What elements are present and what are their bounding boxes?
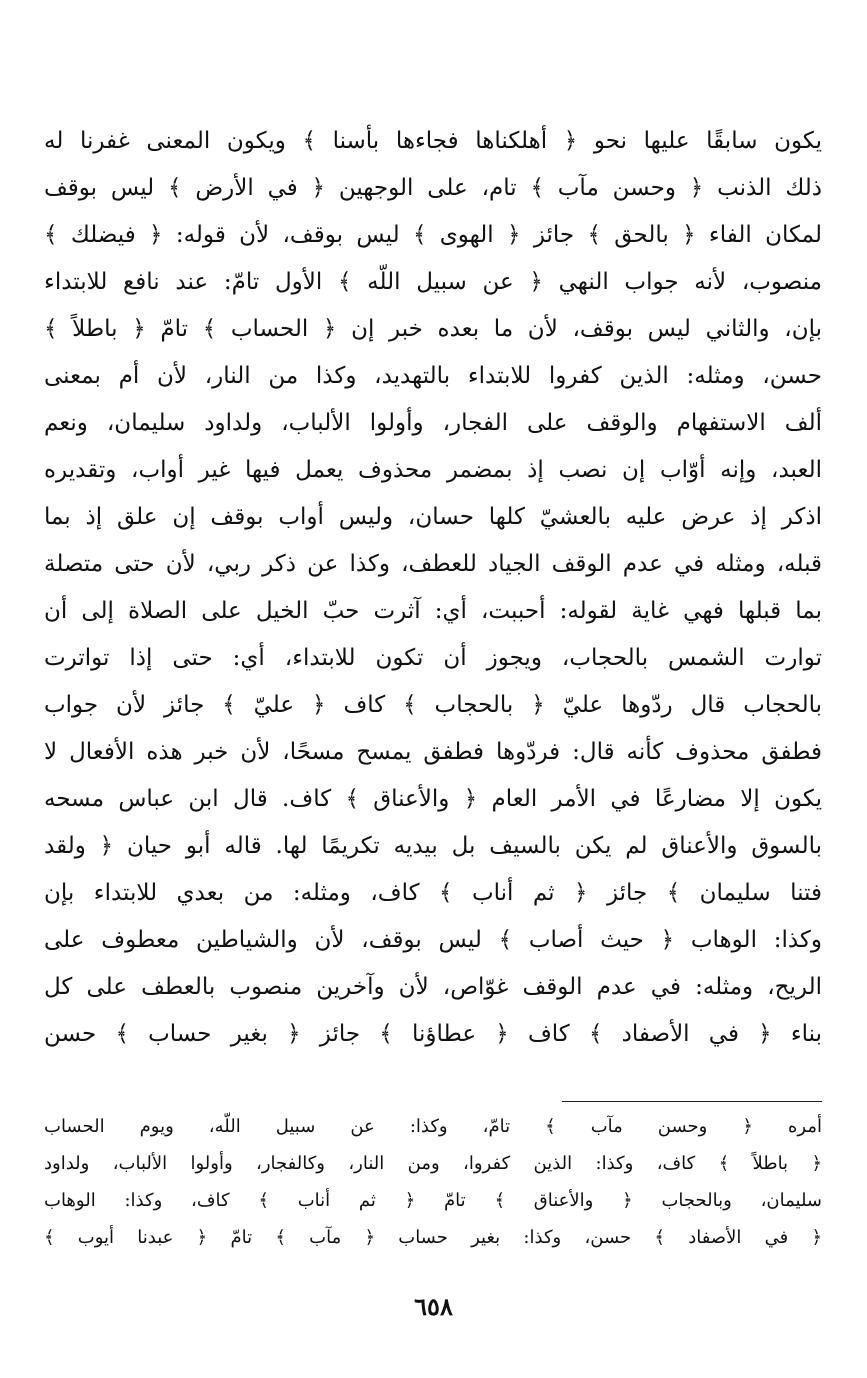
main-text-line: لمكان الفاء ﴿ بالحق ﴾ جائز ﴿ الهوى ﴾ ليس بوقف، لأن قوله: ﴿ فيضلك ﴾ [44,222,822,248]
main-text-line: بإن، والثاني ليس بوقف، لأن ما بعده خبر إن ﴿ الحساب ﴾ تامّ ﴿ باطلاً ﴾ [44,316,822,342]
footnote-line: أمره ﴿ وحسن مآب ﴾ تامّ، وكذا: عن سبيل اللّه، ويوم الحساب [44,1116,822,1137]
footnote-separator [562,1101,822,1102]
main-text-line: الريح، ومثله: في عدم الوقف غوّاص، لأن وآخرين منصوب بالعطف على كل [44,974,822,1000]
footnote-line: ﴿ في الأصفاد ﴾ حسن، وكذا: بغير حساب ﴿ مآب ﴾ تامّ ﴿ عبدنا أيوب ﴾ [44,1227,822,1248]
page-number: ٦٥٨ [414,1292,453,1321]
main-text-block [44,118,822,1058]
main-text-line: العبد، وإنه أوّاب إن نصب إذ بمضمر محذوف يعمل فيها غير أواب، وتقديره [44,457,822,483]
main-text-line: اذكر إذ عرض عليه بالعشيّ كلها حسان، وليس أواب بوقف إن علق إذ بما [44,504,822,530]
main-text-line: بما قبلها فهي غاية لقوله: أحببت، أي: آثرت حبّ الخيل على الصلاة إلى أن [44,598,822,624]
footnote-block [44,1108,822,1256]
main-text-line: بالحجاب قال ردّوها عليّ ﴿ بالحجاب ﴾ كاف ﴿ عليّ ﴾ جائز لأن جواب [44,692,822,718]
main-text-line: ذلك الذنب ﴿ وحسن مآب ﴾ تام، على الوجهين ﴿ في الأرض ﴾ ليس بوقف [44,175,822,201]
main-text-line: يكون سابقًا عليها نحو ﴿ أهلكناها فجاءها بأسنا ﴾ ويكون المعنى غفرنا له [44,128,822,154]
main-text-line: حسن، ومثله: الذين كفروا للابتداء بالتهديد، وكذا من النار، لأن أم بمعنى [44,363,822,389]
main-text-line: فتنا سليمان ﴾ جائز ﴿ ثم أناب ﴾ كاف، ومثله: من بعدي للابتداء بإن [44,880,822,906]
main-text-line: منصوب، لأنه جواب النهي ﴿ عن سبيل اللّه ﴾ الأول تامّ: عند نافع للابتداء [44,269,822,295]
main-text-line: توارت الشمس بالحجاب، ويجوز أن تكون للابتداء، أي: حتى إذا تواترت [44,645,822,671]
footnote-line: سليمان، وبالحجاب ﴿ والأعناق ﴾ تامّ ﴿ ثم أناب ﴾ كاف، وكذا: الوهاب [44,1190,822,1211]
main-text-line: بالسوق والأعناق لم يكن بالسيف بل بيديه تكريمًا لها. قاله أبو حيان ﴿ ولقد [44,833,822,859]
main-text-line: فطفق محذوف كأنه قال: فردّوها فطفق يمسح مسحًا، لأن خبر هذه الأفعال لا [44,739,822,765]
footnote-line: ﴿ باطلاً ﴾ كاف، وكذا: الذين كفروا، ومن النار، وكالفجار، وأولوا الألباب، ولداود [44,1153,822,1174]
main-text-line: وكذا: الوهاب ﴿ حيث أصاب ﴾ ليس بوقف، لأن والشياطين معطوف على [44,927,822,953]
main-text-line: بناء ﴿ في الأصفاد ﴾ كاف ﴿ عطاؤنا ﴾ جائز ﴿ بغير حساب ﴾ حسن [44,1021,822,1047]
main-text-line: قبله، ومثله في عدم الوقف الجياد للعطف، وكذا عن ذكر ربي، لأن حتى متصلة [44,551,822,577]
main-text-line: ألف الاستفهام والوقف على الفجار، وأولوا الألباب، ولداود سليمان، ونعم [44,410,822,436]
main-text-line: يكون إلا مضارعًا في الأمر العام ﴿ والأعناق ﴾ كاف. قال ابن عباس مسحه [44,786,822,812]
